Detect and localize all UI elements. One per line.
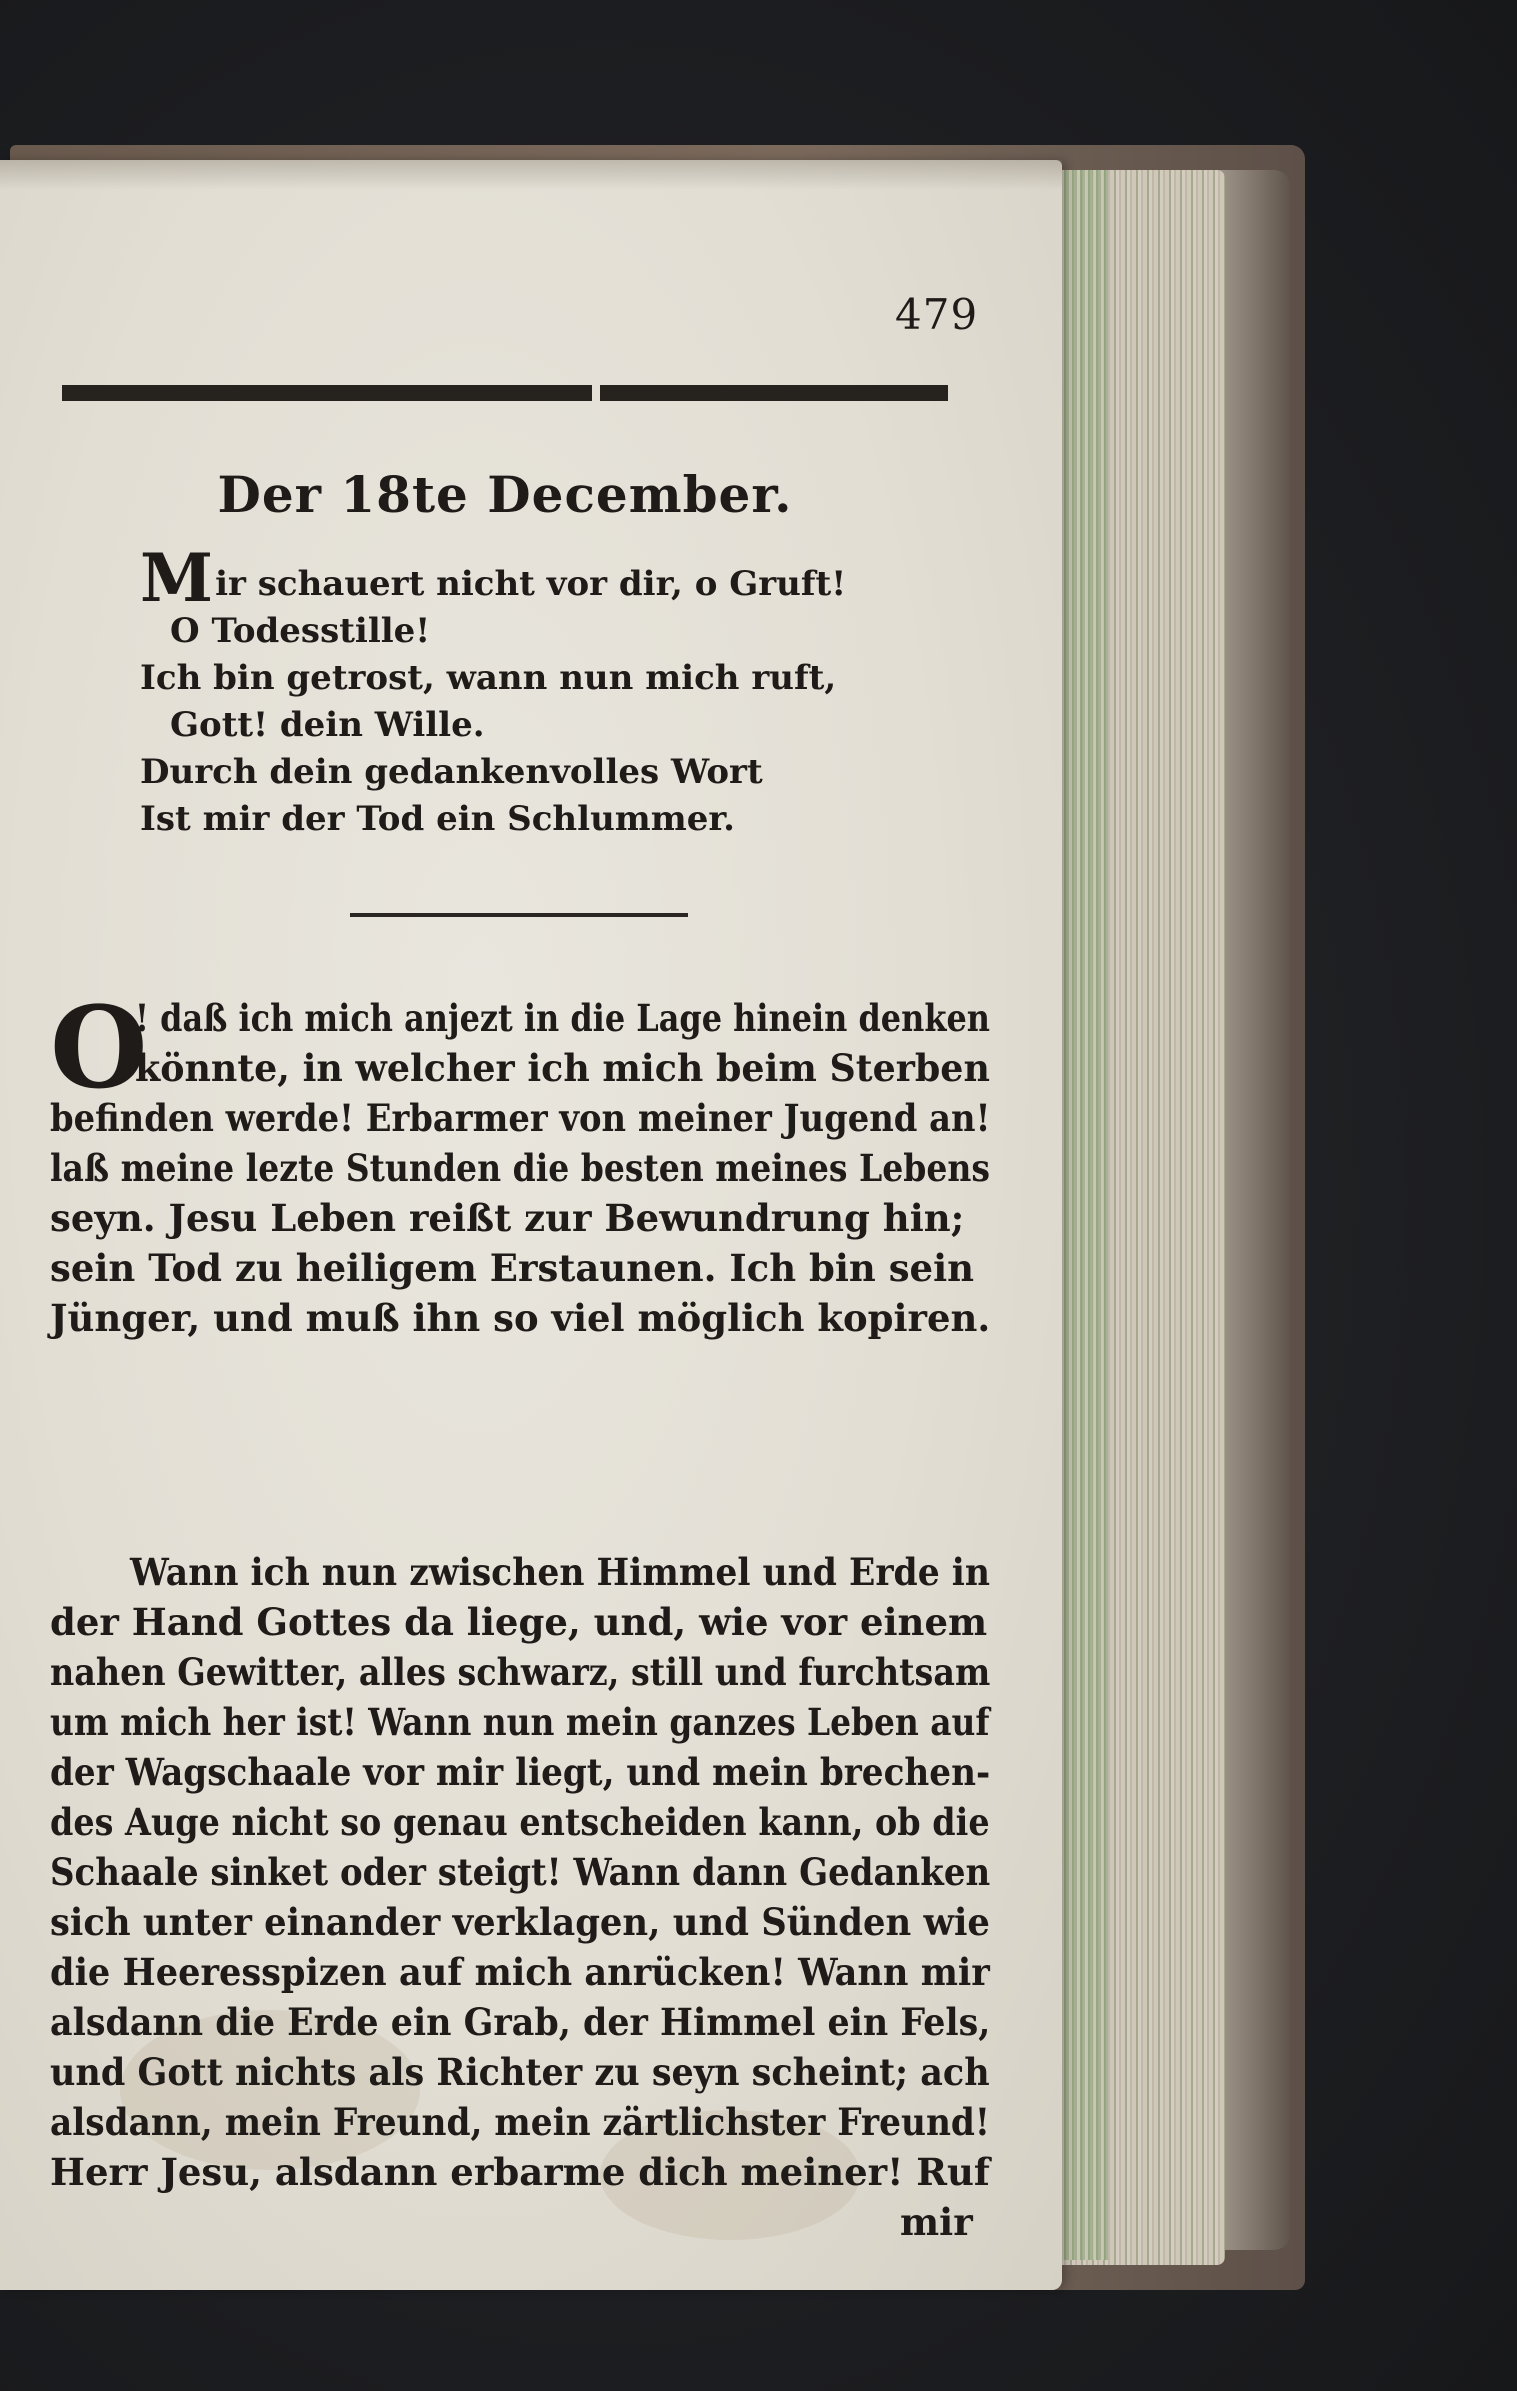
paragraph-line: die Heeresspizen auf mich anrücken! Wann mir [50,1950,990,1994]
paragraph-line: sich unter einander verklagen, und Sünden wie [50,1900,990,1944]
header-rule [62,385,948,401]
paragraph-line: des Auge nicht so genau entscheiden kann, ob die [50,1800,990,1844]
paragraph-line: ! daß ich mich anjezt in die Lage hinein denken [135,996,991,1040]
verse-line: O Todesstille! [170,611,431,651]
paragraph-line: um mich her ist! Wann nun mein ganzes Leben auf [50,1700,990,1744]
paragraph-line: der Hand Gottes da liege, und, wie vor einem [50,1600,988,1644]
paragraph-line: könnte, in welcher ich mich beim Sterben [135,1046,990,1090]
header-rule-segment [62,385,592,401]
verse-line: Gott! dein Wille. [170,705,485,745]
verse-initial: M [140,539,214,617]
paragraph-line: Jünger, und muß ihn so viel möglich kopiren. [50,1296,991,1340]
paragraph-line: Herr Jesu, alsdann erbarme dich meiner! Ruf [50,2150,990,2194]
paragraph-line: der Wagschaale vor mir liegt, und mein brechen- [50,1750,991,1794]
paragraph-line: Wann ich nun zwischen Himmel und Erde in [130,1550,990,1594]
verse-line: Ist mir der Tod ein Schlummer. [140,799,735,839]
verse-block [140,539,847,843]
page-number: 479 [895,290,979,339]
drop-cap: O [50,983,148,1114]
section-divider [350,913,688,917]
paragraph-line: nahen Gewitter, alles schwarz, still und furchtsam [50,1650,991,1694]
paragraph-line: laß meine lezte Stunden die besten meines Lebens [50,1146,990,1190]
paragraph-line: alsdann die Erde ein Grab, der Himmel ein Fels, [50,2000,991,2044]
catchword: mir [900,2200,973,2244]
page-top-shadow [0,160,1062,190]
page-edge-tint [1058,170,1108,2260]
paragraph-line: sein Tod zu heiligem Erstaunen. Ich bin sein [50,1246,975,1290]
paragraph-line: alsdann, mein Freund, mein zärtlichster Freund! [50,2100,991,2144]
verse-line [140,539,847,617]
book-page [0,160,1062,2290]
paragraph-line: und Gott nichts als Richter zu seyn scheint; ach [50,2050,990,2094]
paragraph-1 [50,983,991,1343]
header-rule-segment [600,385,948,401]
paragraph-line: befinden werde! Erbarmer von meiner Jugend an! [50,1096,991,1140]
paragraph-line: Schaale sinket oder steigt! Wann dann Gedanken [50,1850,991,1894]
verse-line: Durch dein gedankenvolles Wort [140,752,763,792]
verse-line: Ich bin getrost, wann nun mich ruft, [140,658,837,698]
section-title: Der 18te December. [217,465,793,524]
paragraph-line: seyn. Jesu Leben reißt zur Bewundrung hin; [50,1196,965,1240]
paragraph-2 [50,1547,990,2197]
verse-line-text: ir schauert nicht vor dir, o Gruft! [215,564,847,604]
